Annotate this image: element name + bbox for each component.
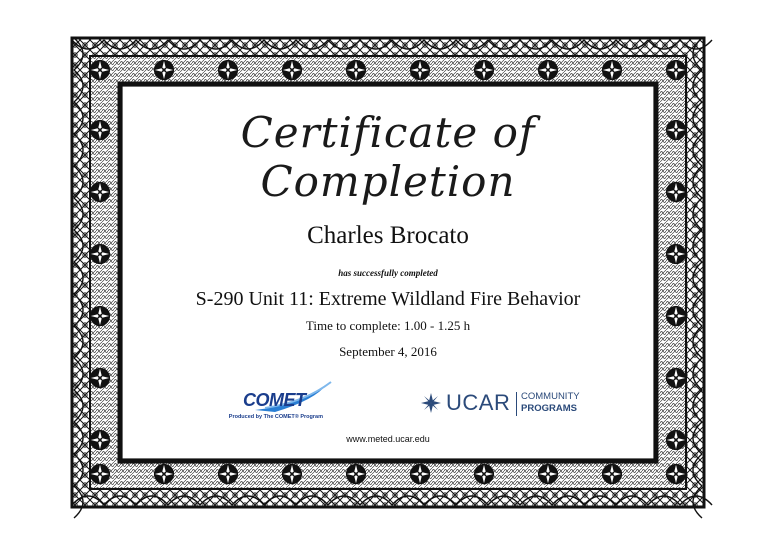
ucar-star-icon: [420, 392, 442, 414]
border-star-ornament: [666, 464, 686, 484]
border-star-ornament: [666, 120, 686, 140]
border-star-ornament: [90, 182, 110, 202]
border-star-ornament: [666, 244, 686, 264]
border-star-ornament: [474, 464, 494, 484]
border-star-ornament: [666, 368, 686, 388]
completion-date: September 4, 2016: [339, 344, 437, 359]
border-star-ornament: [282, 60, 302, 80]
border-star-ornament: [346, 464, 366, 484]
comet-tagline: Produced by The COMET® Program: [228, 414, 323, 420]
certificate-title: Certificate of Completion: [240, 108, 536, 206]
completion-phrase: has successfully completed: [338, 268, 438, 278]
border-star-ornament: [346, 60, 366, 80]
border-star-ornament: [90, 306, 110, 326]
website-url: www.meted.ucar.edu: [346, 434, 430, 444]
border-star-ornament: [90, 464, 110, 484]
border-star-ornament: [90, 120, 110, 140]
ucar-programs-label: PROGRAMS: [521, 403, 577, 414]
ucar-divider: [516, 392, 517, 416]
border-star-ornament: [90, 430, 110, 450]
recipient-name: Charles Brocato: [307, 222, 469, 249]
border-star-ornament: [282, 464, 302, 484]
border-star-ornament: [666, 430, 686, 450]
course-name: S-290 Unit 11: Extreme Wildland Fire Behavior: [195, 288, 581, 310]
border-star-ornament: [666, 60, 686, 80]
border-star-ornament: [538, 60, 558, 80]
border-star-ornament: [602, 60, 622, 80]
border-star-ornament: [154, 60, 174, 80]
comet-wordmark: COMET: [243, 390, 306, 410]
border-star-ornament: [218, 464, 238, 484]
ucar-community-label: COMMUNITY: [521, 391, 580, 402]
border-star-ornament: [538, 464, 558, 484]
border-star-ornament: [90, 60, 110, 80]
border-star-ornament: [666, 182, 686, 202]
border-star-ornament: [410, 464, 430, 484]
border-star-ornament: [474, 60, 494, 80]
time-to-complete: Time to complete: 1.00 - 1.25 h: [305, 318, 471, 333]
border-star-ornament: [154, 464, 174, 484]
border-star-ornament: [218, 60, 238, 80]
ucar-logo: [420, 390, 600, 420]
border-star-ornament: [410, 60, 430, 80]
border-star-ornament: [90, 368, 110, 388]
border-star-ornament: [90, 244, 110, 264]
comet-logo: [205, 380, 335, 426]
border-star-ornament: [666, 306, 686, 326]
ucar-wordmark: UCAR: [446, 390, 511, 415]
border-star-ornament: [602, 464, 622, 484]
